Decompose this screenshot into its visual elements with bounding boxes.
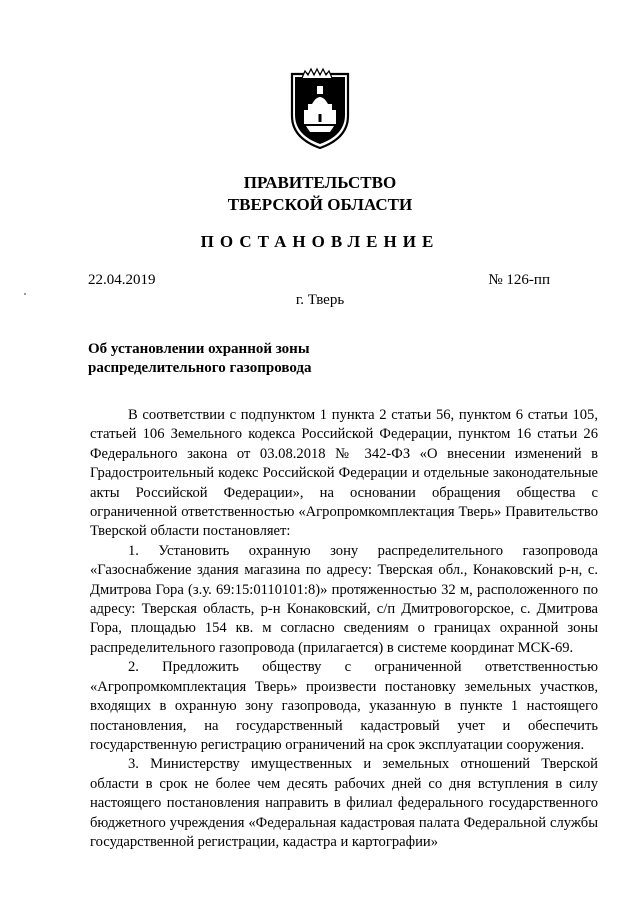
document-subject [88,340,388,378]
document-body [90,406,598,852]
document-type-title: ПОСТАНОВЛЕНИЕ [200,232,440,251]
body-paragraph-preamble: В соответствии с подпунктом 1 пункта 2 статьи 56, пунктом 6 статьи 105, статьей 106 Земельного кодекса Российской Федерации, пунктом 16 статьи 26 Федерального закона от 03.08.2018 № 342-ФЗ «О внесении изменений в Градостроительный кодекс Российской Федерации и отдельные законодательные акты Российской Федерации», на основании обращения общества с ограниченной ответственностью «Агропромкомплектация Тверь» Правительство Тверской области постановляет: [90,407,598,540]
subject-line1: Об установлении охранной зоны [88,341,310,357]
document-city: г. Тверь [295,292,345,308]
document-date: 22.04.2019 [88,272,156,288]
government-name-line1: ПРАВИТЕЛЬСТВО [243,173,397,192]
government-name-line2: ТВЕРСКОЙ ОБЛАСТИ [227,195,413,214]
document-number: № 126-пп [488,272,550,288]
body-paragraph-item-2: 2. Предложить обществу с ограниченной ответственностью «Агропромкомплектация Тверь» произвести постановку земельных участков, входящих в охранную зону газопровода, указанную в пункте 1 настоящего постановления, на государственный кадастровый учет и обеспечить государственную регистрацию ограничений на срок эксплуатации сооружения. [90,659,598,753]
body-paragraph-item-1: 1. Установить охранную зону распределительного газопровода «Газоснабжение здания магазина по адресу: Тверская обл., Конаковский р-н, с. Дмитрова Гора (з.у. 69:15:0110101:8)» протяженностью 32 м, расположенного по адресу: Тверская область, р-н Конаковский, с/п Дмитровогорское, с. Дмитрова Гора, площадью 154 кв. м согласно сведениям о границах охранной зоны распределительного газопровода (прилагается) в системе координат МСК-69. [90,542,598,656]
tver-coat-of-arms-icon [284,66,356,152]
body-paragraph-item-3: 3. Министерству имущественных и земельных отношений Тверской области в срок не более чем десять рабочих дней со дня вступления в силу настоящего постановления направить в филиал федерального государственного бюджетного учреждения «Федеральная кадастровая палата Федеральной службы государственной регистрации, кадастра и картографии» [90,756,598,850]
subject-line2: распределительного газопровода [88,360,312,376]
